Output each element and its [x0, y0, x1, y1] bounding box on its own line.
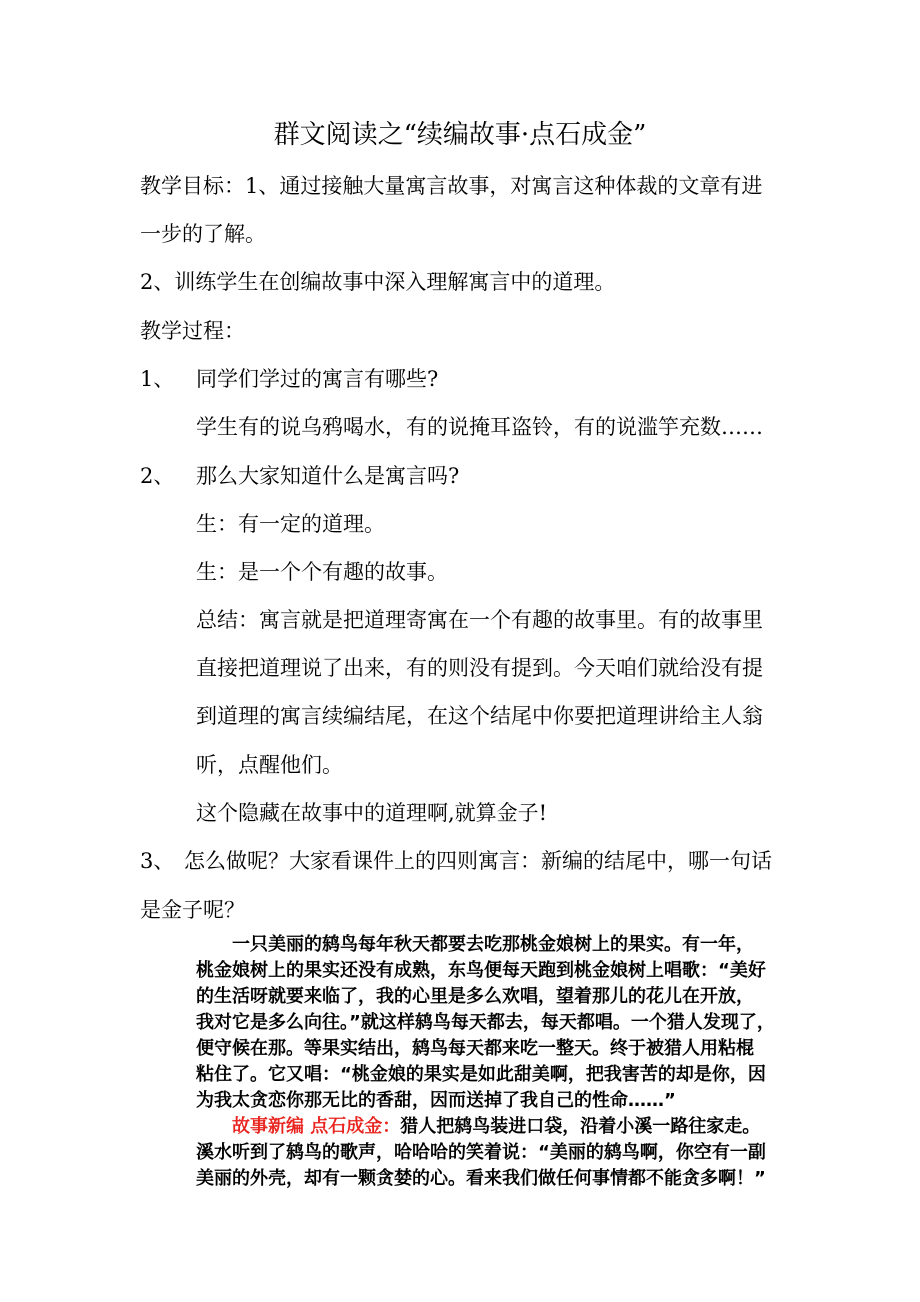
step-1-number: 1、 — [140, 367, 175, 391]
step-1-text: 同学们学过的寓言有哪些? — [196, 367, 439, 391]
story-line: 为我太贪恋你那无比的香甜，因而送掉了我自己的性命……” — [196, 1090, 676, 1111]
story-new-ending-line — [196, 1114, 796, 1140]
teaching-goal-2: 2、训练学生在创编故事中深入理解寓言中的道理。 — [140, 270, 616, 294]
story-new-line: 美丽的外壳，却有一颗贪婪的心。看来我们做任何事情都不能贪多啊！” — [196, 1168, 766, 1189]
step-2-number: 2、 — [140, 464, 175, 488]
story-new-line: 溪水听到了鸫鸟的歌声，哈哈哈的笑着说：“美丽的鸫鸟啊，你空有一副 — [196, 1142, 766, 1163]
story-line: 的生活呀就要来临了，我的心里是多么欢唱，望着那儿的花儿在开放， — [196, 986, 754, 1007]
teaching-goal-1: 教学目标：1、通过接触大量寓言故事，对寓言这种体裁的文章有进 — [140, 174, 763, 198]
step-3 — [140, 847, 772, 875]
step-2-answer-1: 生：有一定的道理。 — [196, 512, 385, 536]
document-title: 群文阅读之“续编故事·点石成金” — [273, 120, 647, 150]
step-3-text: 怎么做呢？大家看课件上的四则寓言：新编的结尾中，哪一句话 — [184, 849, 772, 873]
summary-line-3: 到道理的寓言续编结尾，在这个结尾中你要把道理讲给主人翁 — [196, 704, 763, 728]
summary-line-4: 听，点醒他们。 — [196, 753, 343, 777]
summary-line-1: 总结：寓言就是把道理寄寓在一个有趣的故事里。有的故事里 — [196, 608, 763, 632]
step-3-continued: 是金子呢？ — [140, 898, 245, 922]
story-block — [196, 932, 796, 1192]
step-2 — [140, 462, 459, 490]
story-line: 我对它是多么向往。”就这样鸫鸟每天都去，每天都唱。一个猎人发现了， — [196, 1012, 775, 1033]
story-line: 便守候在那。等果实结出，鸫鸟每天都来吃一整天。终于被猎人用粘棍 — [196, 1038, 754, 1059]
story-new-label: 故事新编 点石成金： — [196, 1116, 401, 1137]
story-new-text: 猎人把鸫鸟装进口袋，沿着小溪一路往家走。 — [400, 1116, 761, 1137]
step-3-number: 3、 — [140, 849, 175, 873]
process-heading: 教学过程： — [140, 319, 245, 343]
step-2-answer-2: 生：是一个个有趣的故事。 — [196, 560, 448, 584]
summary-line-2: 直接把道理说了出来，有的则没有提到。今天咱们就给没有提 — [196, 656, 763, 680]
story-line: 粘住了。它又唱：“桃金娘的果实是如此甜美啊，把我害苦的却是你，因 — [196, 1064, 766, 1085]
step-2-text: 那么大家知道什么是寓言吗? — [196, 464, 460, 488]
step-1 — [140, 365, 438, 393]
step-1-answer: 学生有的说乌鸦喝水，有的说掩耳盗铃，有的说滥竽充数…… — [196, 415, 763, 439]
teaching-goal-1-continued: 一步的了解。 — [140, 222, 266, 246]
story-line: 桃金娘树上的果实还没有成熟，东鸟便每天跑到桃金娘树上唱歌：“美好 — [196, 960, 766, 981]
gold-line: 这个隐藏在故事中的道理啊,就算金子! — [196, 801, 548, 825]
story-line: 一只美丽的鸫鸟每年秋天都要去吃那桃金娘树上的果实。有一年， — [196, 934, 754, 955]
